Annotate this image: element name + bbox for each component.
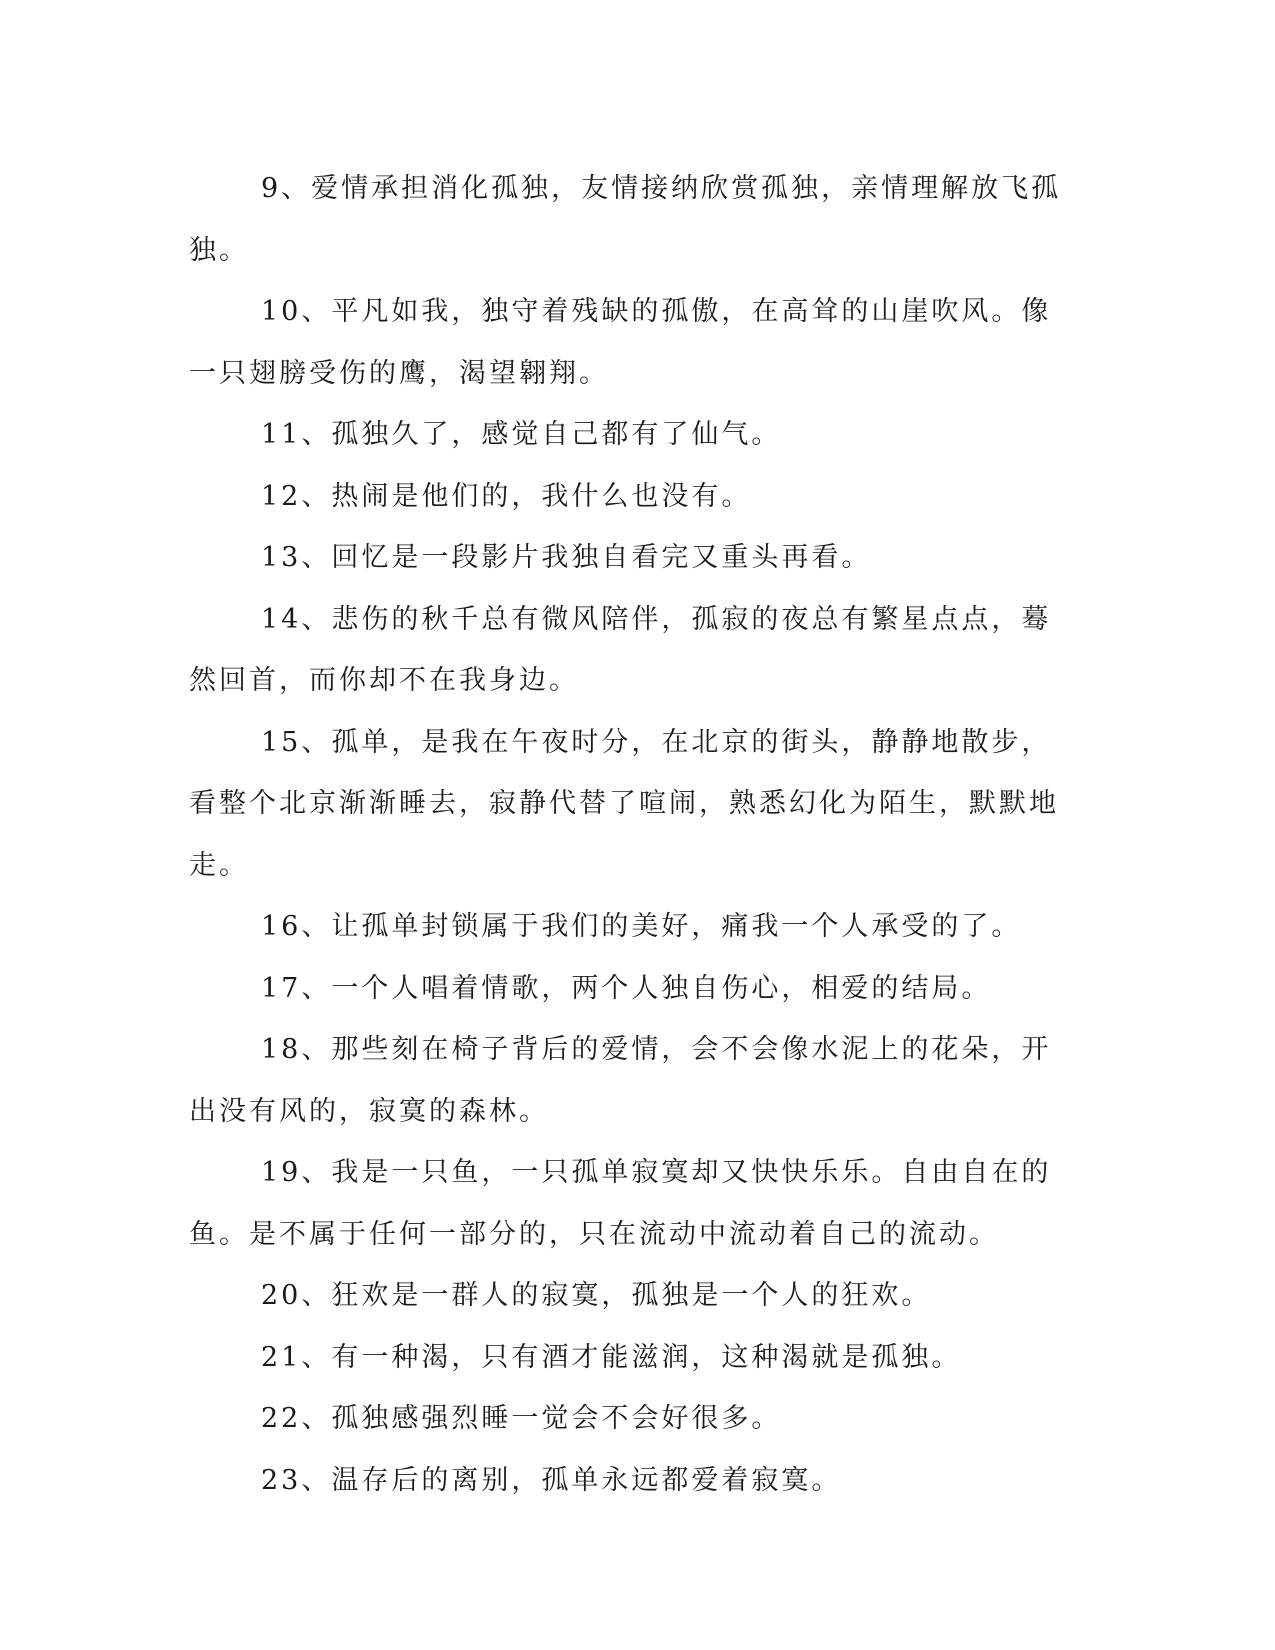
paragraph-18: 18、那些刻在椅子背后的爱情，会不会像水泥上的花朵，开出没有风的，寂寞的森林。 bbox=[189, 1034, 1052, 1127]
paragraph-9: 9、爱情承担消化孤独，友情接纳欣赏孤独，亲情理解放飞孤独。 bbox=[189, 173, 1062, 266]
paragraph-17: 17、一个人唱着情歌，两个人独自伤心，相爱的结局。 bbox=[261, 972, 992, 1004]
paragraph-12: 12、热闹是他们的，我什么也没有。 bbox=[261, 480, 752, 512]
paragraph-19: 19、我是一只鱼，一只孤单寂寞却又快快乐乐。自由自在的鱼。是不属于任何一部分的，只在流动中流动着自己的流动。 bbox=[189, 1157, 1052, 1250]
paragraph-16: 16、让孤单封锁属于我们的美好，痛我一个人承受的了。 bbox=[261, 911, 1022, 942]
paragraph-13: 13、回忆是一段影片我独自看完又重头再看。 bbox=[261, 542, 872, 573]
paragraph-23: 23、温存后的离别，孤单永远都爱着寂寞。 bbox=[261, 1464, 842, 1496]
paragraph-20: 20、狂欢是一群人的寂寞，孤独是一个人的狂欢。 bbox=[261, 1280, 932, 1311]
paragraph-22: 22、孤独感强烈睡一觉会不会好很多。 bbox=[261, 1403, 782, 1434]
paragraph-15: 15、孤单，是我在午夜时分，在北京的街头，静静地散步，看整个北京渐渐睡去，寂静代替了喧闹，熟悉幻化为陌生，默默地走。 bbox=[189, 726, 1059, 881]
document-body bbox=[189, 158, 1079, 1511]
paragraph-10: 10、平凡如我，独守着残缺的孤傲，在高耸的山崖吹风。像一只翅膀受伤的鹰，渴望翱翔。 bbox=[189, 296, 1052, 389]
paragraph-21: 21、有一种渴，只有酒才能滋润，这种渴就是孤独。 bbox=[261, 1341, 962, 1373]
paragraph-11: 11、孤独久了，感觉自己都有了仙气。 bbox=[261, 419, 782, 450]
paragraph-14: 14、悲伤的秋千总有微风陪伴，孤寂的夜总有繁星点点，蓦然回首，而你却不在我身边。 bbox=[189, 603, 1052, 696]
